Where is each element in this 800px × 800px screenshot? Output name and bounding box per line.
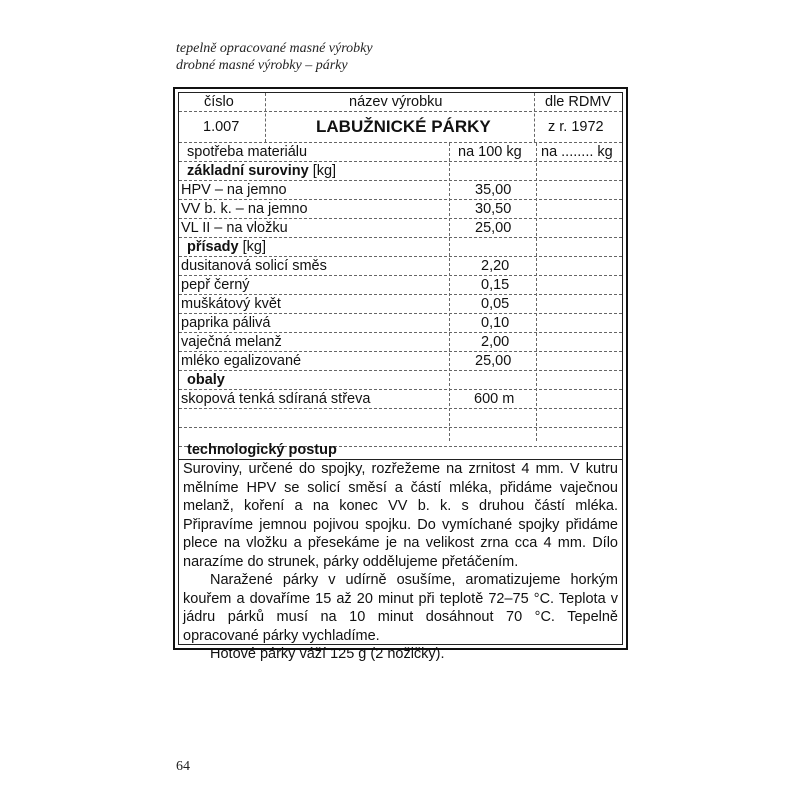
recipe-card-frame: [178, 92, 623, 662]
product-number: 1.007: [203, 119, 240, 135]
item-value: 0,05: [481, 296, 510, 312]
item-value: 25,00: [475, 353, 512, 369]
consumption-row: [179, 143, 622, 162]
item-name: VV b. k. – na jemno: [181, 201, 308, 217]
table-row: [179, 295, 622, 314]
item-name: HPV – na jemno: [181, 182, 287, 198]
section-heading: [179, 371, 622, 390]
table-row: [179, 333, 622, 352]
section-title: přísady: [187, 239, 239, 255]
item-name: pepř černý: [181, 277, 250, 293]
procedure-paragraph: Suroviny, určené do spojky, rozřežeme na zrnitost 4 mm. V kutru mělníme HPV se solicí směsí a částí mléka, přidáme vaječnou melanž, koření a na konec VV b. k. s druhou částí mléka. Připravíme jemnou pojivou spojku. Do vymíchané spojky přidáme plece na vložku a přesekáme je na velikost zrna cca 4 mm. Dílo narazíme do strunek, párky oddělujeme přetáčením.: [183, 461, 618, 570]
procedure-paragraph: Hotové párky váží 125 g (2 nožičky).: [210, 646, 445, 662]
running-header: [176, 40, 373, 74]
section-unit: [kg]: [242, 239, 266, 255]
header-line-2: drobné masné výrobky – párky: [176, 58, 348, 73]
item-value: 600 m: [474, 391, 515, 407]
consumption-label: spotřeba materiálu: [187, 144, 308, 160]
item-name: skopová tenká sdíraná střeva: [181, 391, 371, 407]
item-value: 30,50: [475, 201, 512, 217]
product-row: [179, 112, 622, 143]
item-value: 0,15: [481, 277, 510, 293]
table-row: [179, 219, 622, 238]
col-name-label: název výrobku: [349, 94, 443, 110]
item-name: vaječná melanž: [181, 334, 282, 350]
item-name: dusitanová solicí směs: [181, 258, 327, 274]
header-line-1: tepelně opracované masné výrobky: [176, 41, 373, 56]
divider: [449, 143, 450, 441]
table-row: [179, 200, 622, 219]
card-header-row: [179, 93, 622, 112]
section-title: obaly: [187, 372, 225, 388]
item-value: 2,00: [481, 334, 510, 350]
item-name: VL II – na vložku: [181, 220, 288, 236]
section-heading: [179, 162, 622, 181]
item-value: 2,20: [481, 258, 510, 274]
table-row: [179, 181, 622, 200]
section-title: základní suroviny: [187, 163, 309, 179]
product-year: z r. 1972: [548, 119, 604, 135]
item-value: 35,00: [475, 182, 512, 198]
page-number: 64: [176, 759, 190, 774]
table-row: [179, 352, 622, 371]
divider: [265, 93, 266, 142]
per-custom-label: na ........ kg: [541, 144, 613, 160]
item-name: paprika pálivá: [181, 315, 271, 331]
table-row: [179, 257, 622, 276]
item-value: 0,10: [481, 315, 510, 331]
table-row: [179, 276, 622, 295]
divider: [536, 143, 537, 441]
item-name: mléko egalizované: [181, 353, 302, 369]
procedure-title: technologický postup: [187, 442, 337, 458]
col-source-label: dle RDMV: [545, 94, 612, 110]
procedure-text: [183, 460, 618, 664]
table-row: [179, 314, 622, 333]
product-name: LABUŽNICKÉ PÁRKY: [316, 117, 491, 136]
section-unit: [kg]: [312, 163, 337, 179]
col-number-label: číslo: [204, 94, 234, 110]
recipe-card: [173, 87, 628, 662]
item-name: muškátový květ: [181, 296, 281, 312]
section-heading: [179, 238, 622, 257]
per-100-label: na 100 kg: [458, 144, 522, 160]
procedure-paragraph: Naražené párky v udírně osušíme, aromatizujeme horkým kouřem a dovaříme 15 až 20 minut při teplotě 72–75 °C. Teplota v jádru párků musí na 10 minut dosáhnout 70 °C. Tepelně opracované párky vychladíme.: [183, 572, 618, 644]
table-row-empty: [179, 409, 622, 428]
table-row: [179, 390, 622, 409]
divider: [534, 93, 535, 142]
procedure-heading: [179, 441, 622, 460]
item-value: 25,00: [475, 220, 512, 236]
